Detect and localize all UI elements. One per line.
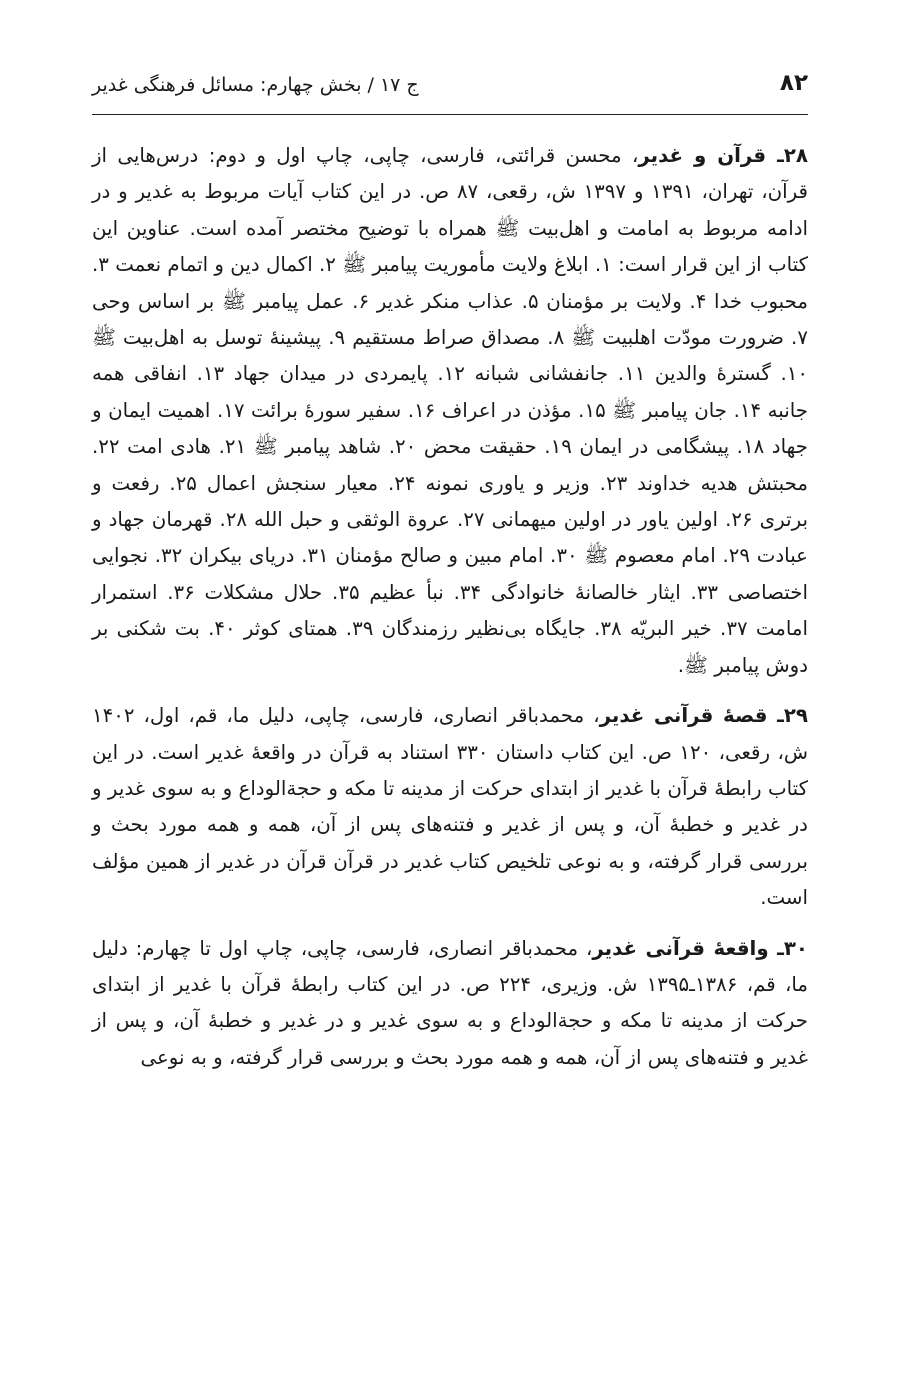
entry-29 [92, 698, 808, 916]
page-body [92, 138, 808, 1350]
entry-text: ، محسن قرائتی، فارسی، چاپی، چاپ اول و دوم: درس‌هایی از قرآن، تهران، ۱۳۹۱ و ۱۳۹۷ ش، رقعی، ۸۷ ص. در این کتاب آیات مربوط به غدیر و در ادامه مربوط به امامت و اهل‌بیت ﷺ همراه با توضیح مختصر آمده است. عناوین این کتاب از این قرار است: ۱. ابلاغ ولایت مأموریت پیامبر ﷺ ۲. اکمال دین و اتمام نعمت ۳. محبوب خدا ۴. ولایت بر مؤمنان ۵. عذاب منکر غدیر ۶. عمل پیامبر ﷺ بر اساس وحی ۷. ضرورت مودّت اهلبیت ﷺ ۸. مصداق صراط مستقیم ۹. پیشینهٔ توسل به اهل‌بیت ﷺ ۱۰. گسترهٔ والدین ۱۱. جانفشانی شبانه ۱۲. پایمردی در میدان جهاد ۱۳. انفاقی همه جانبه ۱۴. جان پیامبر ﷺ ۱۵. مؤذن در اعراف ۱۶. سفیر سورهٔ برائت ۱۷. اهمیت ایمان و جهاد ۱۸. پیشگامی در ایمان ۱۹. حقیقت محض ۲۰. شاهد پیامبر ﷺ ۲۱. هادی امت ۲۲. محبتش هدیه خداوند ۲۳. وزیر و یاوری نمونه ۲۴. معیار سنجش اعمال ۲۵. رفعت و برتری ۲۶. اولین یاور در اولین میهمانی ۲۷. عروة الوثقی و حبل الله ۲۸. قهرمان جهاد و عبادت ۲۹. امام معصوم ﷺ ۳۰. امام مبین و صالح مؤمنان ۳۱. دریای بیکران ۳۲. نجوایی اختصاصی ۳۳. ایثار خالصانهٔ خانوادگی ۳۴. نبأ عظیم ۳۵. حلال مشکلات ۳۶. استمرار امامت ۳۷. خیر البریّه ۳۸. جایگاه بی‌نظیر رزمندگان ۳۹. همتای کوثر ۴۰. بت شکنی بر دوش پیامبر ﷺ. [92, 144, 809, 677]
entry-text: ، محمدباقر انصاری، فارسی، چاپی، چاپ اول تا چهارم: دلیل ما، قم، ۱۳۸۶ـ۱۳۹۵ ش. وزیری، ۲۲۴ ص. در این کتاب رابطهٔ قرآن با غدیر از ابتدای حرکت از مدینه تا مکه و حجةالوداع و به سوی غدیر و در غدیر و خطبهٔ آن، و پس از غدیر و فتنه‌های پس از آن، همه و همه مورد بحث و بررسی قرار گرفته، و به نوعی [92, 936, 808, 1069]
entry-heading: ۲۸ـ قرآن و غدیر [638, 144, 808, 167]
entry-heading: ۲۹ـ قصهٔ قرآنی غدیر [599, 704, 808, 728]
entry-28 [92, 138, 808, 684]
page-number: ۸۲ [779, 70, 808, 96]
entry-30 [92, 931, 808, 1077]
running-title: ج ۱۷ / بخش چهارم: مسائل فرهنگی غدیر [92, 74, 419, 96]
page-header [92, 62, 808, 115]
entry-text: ، محمدباقر انصاری، فارسی، چاپی، دلیل ما، قم، اول، ۱۴۰۲ ش، رقعی، ۱۲۰ ص. این کتاب داستان ۳۳۰ استناد به قرآن در واقعهٔ غدیر است. در این کتاب رابطهٔ قرآن با غدیر از ابتدای حرکت از مدینه تا مکه و حجةالوداع و به سوی غدیر و در غدیر و خطبهٔ آن، و پس از غدیر و فتنه‌های پس از آن، همه و همه مورد بحث و بررسی قرار گرفته، و به نوعی تلخیص کتاب غدیر در قرآن قرآن در غدیر از همین مؤلف است. [92, 704, 809, 910]
entry-heading: ۳۰ـ واقعهٔ قرآنی غدیر [592, 936, 809, 960]
